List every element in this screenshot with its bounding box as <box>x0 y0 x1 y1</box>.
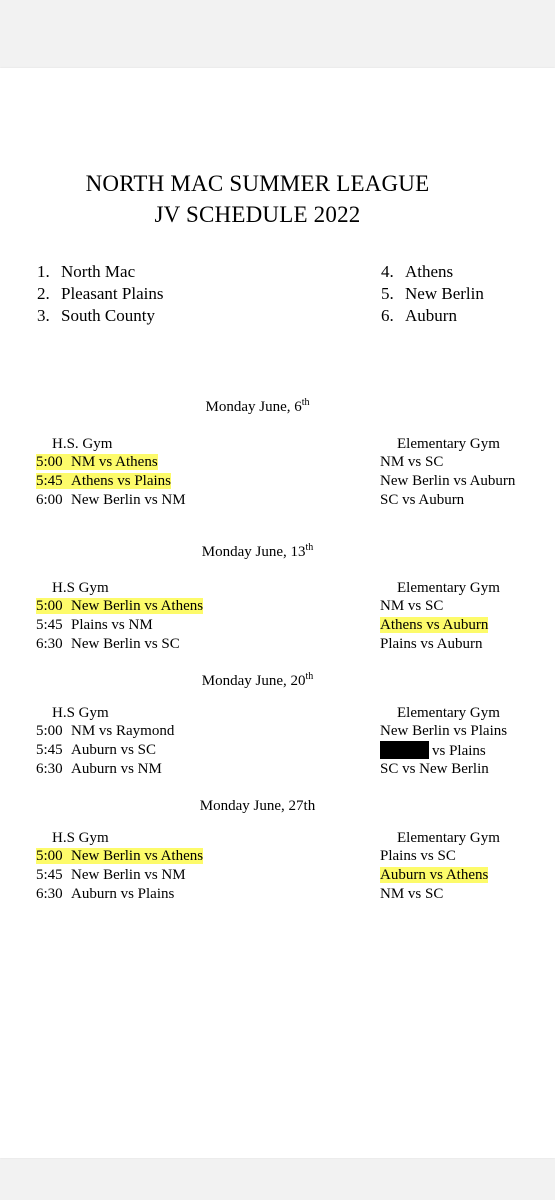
game-row: 5:45 Auburn vs SC <box>36 742 157 758</box>
elementary-gym-label: Elementary Gym <box>397 436 500 452</box>
hs-gym-label: H.S. Gym <box>52 436 113 452</box>
team-list-item: 4. Athens <box>381 262 454 281</box>
game-row: SC vs New Berlin <box>380 761 489 777</box>
week-date: Monday June, 13th <box>201 542 314 560</box>
game-row: 5:45 Plains vs NM <box>36 617 153 633</box>
game-row: 6:30 Auburn vs NM <box>36 761 162 777</box>
team-list-item: 2. Pleasant Plains <box>37 284 164 303</box>
hs-gym-label: H.S Gym <box>52 580 109 596</box>
game-row: SC vs Auburn <box>380 492 465 508</box>
team-list-item: 5. New Berlin <box>381 284 484 303</box>
week-date: Monday June, 20th <box>201 671 314 689</box>
team-list-item: 6. Auburn <box>381 306 457 325</box>
game-row: 6:30 New Berlin vs SC <box>36 636 180 652</box>
game-row: Athens vs Auburn <box>380 617 489 633</box>
game-row: New Berlin vs Auburn <box>380 473 516 489</box>
game-row: 5:45 Athens vs Plains <box>36 473 172 489</box>
title-line-1: NORTH MAC SUMMER LEAGUE <box>85 171 430 196</box>
game-row: 5:00 NM vs Raymond <box>36 723 175 739</box>
title-line-2: JV SCHEDULE 2022 <box>154 202 361 227</box>
elementary-gym-label: Elementary Gym <box>397 580 500 596</box>
week-date: Monday June, 6th <box>205 397 310 415</box>
game-row: NM vs SC <box>380 598 444 614</box>
redaction-box <box>380 741 429 759</box>
hs-gym-label: H.S Gym <box>52 830 109 846</box>
team-list-item: 3. South County <box>37 306 155 325</box>
elementary-gym-label: Elementary Gym <box>397 705 500 721</box>
game-row: 5:00 New Berlin vs Athens <box>36 848 204 864</box>
game-row: Plains vs SC <box>380 848 456 864</box>
week-date: Monday June, 27th <box>199 798 316 814</box>
game-row: NM vs SC <box>380 454 444 470</box>
game-row: 5:45 New Berlin vs NM <box>36 867 186 883</box>
game-row: Auburn vs Athens <box>380 867 489 883</box>
game-row: vs Plains <box>380 741 486 761</box>
game-row: 5:00 New Berlin vs Athens <box>36 598 204 614</box>
hs-gym-label: H.S Gym <box>52 705 109 721</box>
game-row: 6:30 Auburn vs Plains <box>36 886 175 902</box>
game-row: Plains vs Auburn <box>380 636 483 652</box>
game-row: 5:00 NM vs Athens <box>36 454 158 470</box>
game-row: 6:00 New Berlin vs NM <box>36 492 186 508</box>
game-row: New Berlin vs Plains <box>380 723 508 739</box>
elementary-gym-label: Elementary Gym <box>397 830 500 846</box>
game-row: NM vs SC <box>380 886 444 902</box>
team-list-item: 1. North Mac <box>37 262 136 281</box>
